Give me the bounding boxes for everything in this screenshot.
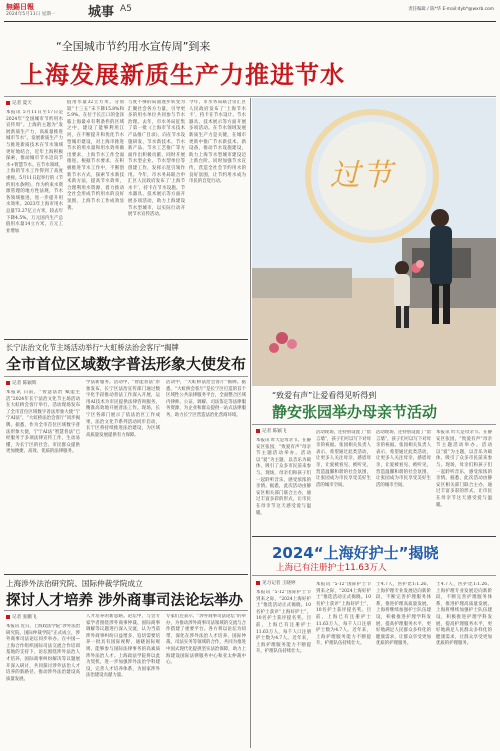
article3-col1-text-b: 本报讯 昨天是母亲节。在静安区张园，“致爱有声”母亲节主题活动举办。活动以“爱”为主题，以音乐为载体，吸引了众多市民前来参与。现场，母亲们和孩子们一起聆听音乐，感受浓浓的亲情。据悉，此次活动由静安区相关部门联合主办，通过丰富多彩的形式，让市民在母亲节这天感受爱与温暖。 <box>436 430 492 508</box>
article5-subhead: 上海已有注册护士11.63万人 <box>276 563 387 573</box>
article3-col4 <box>436 430 492 532</box>
reporter-marker <box>256 581 260 585</box>
page-number: A5 <box>120 4 132 14</box>
article4-top-rule <box>4 574 248 575</box>
article3-reporter <box>256 428 286 434</box>
article5-col1 <box>256 590 311 748</box>
article1-reporter-text: 记者 夏天 <box>12 101 32 106</box>
article2-col1-text: 本报讯 日前，“智慧法治 赋能生活”2024年长宁法治文化节主场活动在大虹桥会客厅举行。活动现场发布了全市首位区域数字普法形象大使“宁宁AI法”，“大虹桥法治会客厅”同步揭牌。据悉，作为全市首位区域数字普法形象大使，宁宁AI法“智慧普法”已经服务于多项法律宣传工作，生动易懂，为长宁区的社会、市民群众提供更加便捷、高效、优质的法律服务。 <box>6 390 80 455</box>
article5-col2-text: 士4.7人，医护比1:1.26。上海护理专业发展迈向新阶段，不断完善护理服务体系，推进护理高质量发展。上海将继续加强护士队伍建设，积极推进护理学科发展，提高护理服务水平，更好地满足人民群众多样化的健康需求，让群众享受更加优质的护理服务。 <box>376 582 431 647</box>
article4-headline: 探讨人才培养 涉外商事司法论坛举办 <box>6 593 244 609</box>
date-line: 2024年5月11日 星期一 <box>6 12 56 17</box>
article5-top-rule <box>252 536 496 537</box>
masthead-rule <box>4 21 496 22</box>
article2-col2 <box>86 380 160 570</box>
reporter-marker <box>6 381 10 385</box>
article5-col2-text-b: 士4.7人，医护比1:1.26。上海护理专业发展迈向新阶段，不断完善护理服务体系，推进护理高质量发展。上海将继续加强护士队伍建设，积极推进护理学科发展，提高护理服务水平，更好地满足人民群众多样化的健康需求，让群众享受更加优质的护理服务。 <box>436 582 492 647</box>
article1-col4 <box>189 100 246 335</box>
article1-col4-text: 今年，市水务局联合崇汇区人民政府发布了‘上海节水卡’，持卡在节水设计、节水器具、技术展示等方面开展多项活动。在节水领域发展新质生产力是关键，在城市更新中推广节水新技术、新设备，推动节水设施建设，助力上海节水型城市建设迈上新台阶。同时加强节水宣传，营造全社会节约用水的良好氛围，让节约用水成为市民的自觉行动。 <box>189 100 246 185</box>
article1-reporter <box>6 100 32 106</box>
article3-col2 <box>316 430 371 532</box>
article5-col2 <box>316 582 371 748</box>
article3-col1-text: 本报讯 昨天是母亲节。在静安区张园，“致爱有声”母亲节主题活动举办。活动以“爱”为主题，以音乐为载体，吸引了众多市民前来参与。现场，母亲们和孩子们一起聆听音乐，感受浓浓的亲情。据悉，此次活动由静安区相关部门联合主办，通过丰富多彩的形式，让市民在母亲节这天感受爱与温暖。 <box>256 438 311 516</box>
article2-col1 <box>6 390 80 570</box>
article1-kicker: “全国城市节约用水宣传周”到来 <box>56 40 211 53</box>
article5-col1-text-b: 本报讯 “5·12”国际护士节到来之际，“2024上海好护士”推选活动正式揭晓。10名护士获评“上海好护士”，10名护士获评提名奖。目前，上海已有注册护士11.63万人，每千人口注册护士数为4.7人。近年来，上海护理服务能力不断提升，护理队伍持续壮大。 <box>316 582 371 647</box>
article2-headline: 全市首位区域数字普法形象大使发布 <box>6 355 247 373</box>
article4-rule <box>4 610 248 611</box>
article4-col2 <box>86 614 160 748</box>
article4-col1-text: 本报讯 近日，上海政法学院“涉外法治研究院、国际仲裁学院”正式成立，涉外商事司法论坛同步举办。在中国—上海合作组织国际司法交流合作培训基地的支持下，论坛围绕涉外法治人才培养、国际商事纠纷解决等议题展开深入研讨，共同探讨涉外法治人才培养的新路径，推动涉外法治建设高质量发展。 <box>6 624 80 682</box>
article1-col2 <box>67 100 124 335</box>
article1-headline: 上海发展新质生产力推进节水 <box>20 61 345 89</box>
article5-col3 <box>376 582 431 748</box>
article2-kicker: 长宁法治文化节主场活动举行“大虹桥法治会客厅”揭牌 <box>6 343 179 352</box>
section-title: 城事 <box>88 5 115 20</box>
article4-col2-text: 人才培养的新思路。论坛中，与会专家学者围绕涉外商事仲裁、国际商事调解等议题进行深入交流，认为当前涉外商事纠纷日益增多，迫切需要培养一批具有国际视野、通晓国际规则、能够参与国际法律事务的高素质涉外法治人才。上海政法学院将以此为契机，进一步加强涉外法治学科建设，完善人才培养体系，为国家涉外法治建设贡献力量。 <box>86 614 160 679</box>
article2-reporter-text: 记者 陈颖辉 <box>12 381 37 386</box>
article4-kicker: 上海涉外法治研究院、国际仲裁学院成立 <box>6 579 143 588</box>
article3-col2-text-b: 活动现场，还特别设置了“留言墙”，孩子们可以写下对母亲的祝福。张园相关负责人表示，希望通过此类活动，让更多人关注母亲、感恩母亲，让爱被看见、被听见，营造温馨和谐的社会氛围，让张园成为市民享受美好生活的城市空间。 <box>376 430 431 488</box>
article1-col2-text: 值用水量32立方米，分别较“十三五”末下降15.8%和5.9%。在位于长江口的金泽临上海最卓有利条件的区域之中，建设了能够利用江河，在不断提升和优化节水型城市建设，对上海市推进节水的用水量和用水效率做出要求，上海节水工作全面推进。根据节水要求，在积极推进节水工作中，不断创新节水方式，探索节水新技术新方法，提高节水效率，合理利用水资源，着力推动全社会形成节约用水的良好氛围，上海节水工作成效显著。 <box>67 100 124 211</box>
article4-col3-text: 专家们还表示，“涉外商事司法论坛”的举办，为推动涉外商事司法领域的交流与合作搭建了重要平台。各方将以论坛为纽带，深化在涉外法治人才培养、国际仲裁、司法实务等领域的合作，共同为推进中国式现代化提供坚实法治保障，助力上海建设国际法律服务中心和亚太仲裁中心。 <box>166 614 246 666</box>
article5-reporter <box>256 580 296 586</box>
article5-col4 <box>436 582 492 748</box>
mothers-day-illustration <box>252 98 496 386</box>
article3-col2-text: 活动现场，还特别设置了“留言墙”，孩子们可以写下对母亲的祝福。张园相关负责人表示，希望通过此类活动，让更多人关注母亲、感恩母亲，让爱被看见、被听见，营造温馨和谐的社会氛围，让张园成为市民享受美好生活的城市空间。 <box>316 430 371 488</box>
article2-reporter <box>6 380 36 386</box>
article2-col2-text: 学法新服务。活动中，“智能普法”形象发布，长宁区法治宣传部门通过数字化手段推动普法工作深入开展，运用AI技术为市民提供法律咨询服务，精准高效地开展普法工作。现场，长宁区各部门展示了依法治区工作成果，法治文化节系列活动同步启动，长宁区将持续推进法治建设，为区域高质量发展提供有力保障。 <box>86 380 160 438</box>
calligraphy-title: 过节 <box>330 158 394 193</box>
article1-col1 <box>6 110 63 335</box>
article3-reporter-text: 记者 陈颖飞 <box>262 429 287 434</box>
article4-col3 <box>166 614 246 748</box>
article3-rule <box>252 424 496 425</box>
editor-info: 责任编辑 / 陈*华 E-mail:dyb*@wxrb.com <box>408 7 494 12</box>
article3-col3 <box>376 430 431 532</box>
article5-col1-text: 本报讯 “5·12”国际护士节到来之际，“2024上海好护士”推选活动正式揭晓。10名护士获评“上海好护士”，10名护士获评提名奖。目前，上海已有注册护士11.63万人，每千人口注册护士数为4.7人。近年来，上海护理服务能力不断提升，护理队伍持续壮大。 <box>256 590 311 655</box>
article1-col3 <box>128 100 185 335</box>
article1-top-rule <box>4 96 496 97</box>
article4-reporter-text: 记者 张鹏飞 <box>12 615 37 620</box>
paper-name: 無錫日報 <box>6 2 34 11</box>
article4-reporter <box>6 614 36 620</box>
article3-col1 <box>256 438 311 532</box>
article2-col3-text: 活动中，“大虹桥法治会客厅”揭牌。据悉，“大虹桥会客厅”是长宁区打造的首个区域性公共法律服务平台，全面整合区域内律师、公证、调解、司法鉴定等法律服务资源，为企业和群众提供一站式法律服务，助力长宁区营造法治化营商环境。 <box>166 380 246 418</box>
column-divider <box>250 98 251 748</box>
reporter-marker <box>6 615 10 619</box>
article5-headline: 2024“上海好护士”揭晓 <box>272 544 439 562</box>
reporter-marker <box>256 429 260 433</box>
reporter-marker <box>6 101 10 105</box>
article5-rule <box>252 575 496 576</box>
article3-headline: 静安张园举办母亲节活动 <box>272 403 438 421</box>
article2-rule <box>4 376 248 377</box>
article2-top-rule <box>4 339 248 340</box>
article5-reporter-text: 见习记者 王晓婷 <box>262 581 296 586</box>
article1-col1-text: 本报讯 5月11日至17日是2024年“全国城市节约用水宣传周”。上海的主题为“发展新质生产力，高质量推进城市节水”。发展新质生产力与推进新质技术在节水领域更好地结合，近年上海积极探索，推动城市节水迈向节水+智慧节水。在节水领域，上海的节水工作得到了高度重视。5月11日起举行的《节约用水条例》，作为约束水资源管理的地方性法规，节水各领域推进，进一步提升用水效率。2023年上海市用水总量73.27亿立方米，较去年下降4.5%。万元国内生产总值用水量14立方米，万元工业增加 <box>6 110 63 234</box>
article4-col1 <box>6 624 80 748</box>
article3-kicker: “致爱有声”让爱看得见听得到 <box>272 391 377 400</box>
illustration-drawing <box>252 98 496 386</box>
article2-col3 <box>166 380 246 570</box>
article1-col3-text: 与度不够的局面逐步转变为汇聚社会各方力量，引导更多的用水单位共同参与节水治理。去年，市水务局征集了第一批《上海市节水技术产品推广目录》，向在节水设施研发、节水新技术、节水新产品、节水工艺推广等方面作出积极贡献，同时开展节水型企业、节水型单位等创建工作，发挥示范引领作用。今年，市水务局联合申汇区人民政府发布了‘上海节水卡’，持卡在节水设施、节水器具、技术展示等方面开展多项活动，助力上海建设节水型城市，以实际行动开展节水宣传活动。 <box>128 100 185 218</box>
masthead <box>0 0 500 22</box>
